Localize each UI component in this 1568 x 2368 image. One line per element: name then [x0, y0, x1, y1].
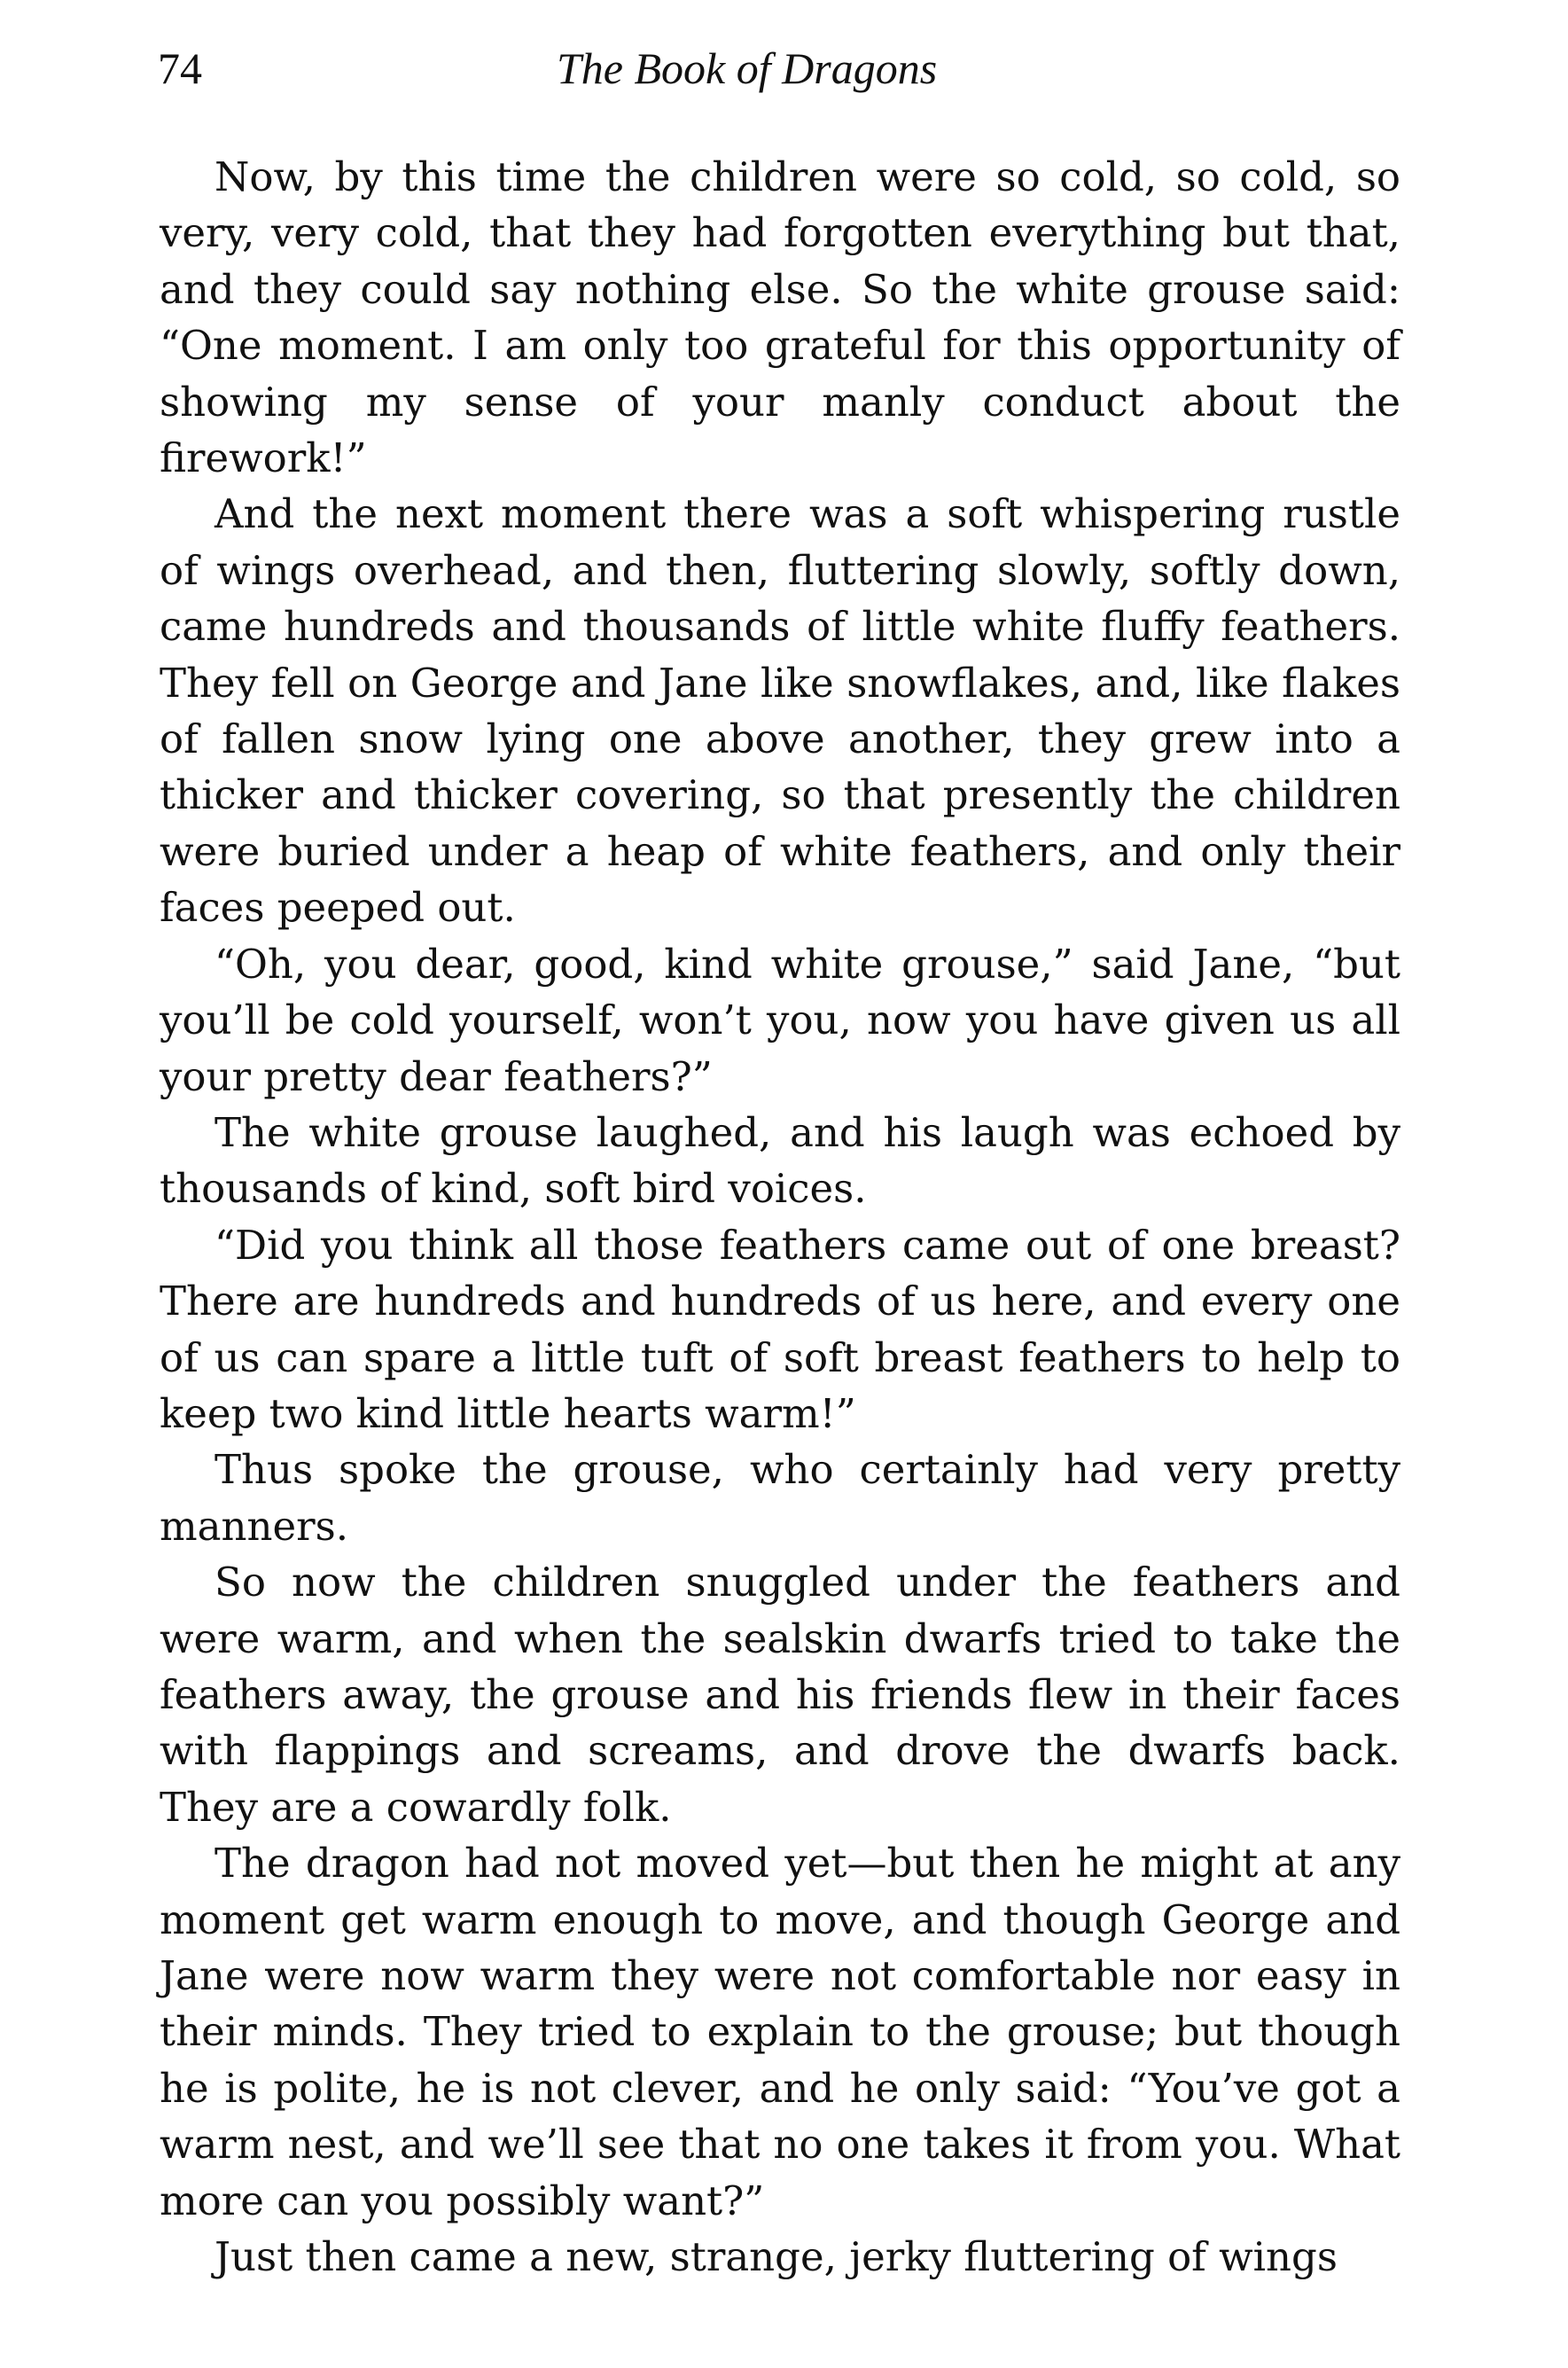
running-title: The Book of Dragons: [557, 43, 938, 93]
paragraph-6: Thus spoke the grouse, who certainly had very pretty manners.: [160, 1446, 1400, 1550]
paragraph-9: Just then came a new, strange, jerky fluttering of wings: [215, 2233, 1338, 2281]
paragraph-1: Now, by this time the children were so cold, so cold, so very, very cold, that they had forgotten everything but that, and they could say nothing else. So the white grouse said: “One moment. I am only too grateful for this opportunity of showing my sense of your manly conduct about the firework!”: [160, 153, 1400, 482]
page-number: 74: [158, 43, 202, 93]
paragraph-8: The dragon had not moved yet—but then he might at any moment get warm enough to move, and though George and Jane were now warm they were not comfortable nor easy in their minds. They tried to explain to the grouse; but though he is polite, he is not clever, and he only said: “You’ve got a warm nest, and we’ll see that no one takes it from you. What more can you possibly want?”: [160, 1840, 1400, 2224]
paragraph-2: And the next moment there was a soft whispering rustle of wings overhead, and then, fluttering slowly, softly down, came hundreds and thousands of little white fluffy feathers. They fell on George and Jane like snowflakes, and, like flakes of fallen snow lying one above another, they grew into a thicker and thicker covering, so that presently the children were buried under a heap of white feathers, and only their faces peeped out.: [160, 490, 1400, 932]
paragraph-3: “Oh, you dear, good, kind white grouse,” said Jane, “but you’ll be cold yourself, won’t you, now you have given us all your pretty dear feathers?”: [160, 940, 1400, 1100]
paragraph-7: So now the children snuggled under the feathers and were warm, and when the sealskin dwarfs tried to take the feathers away, the grouse and his friends flew in their faces with flappings and screams, and drove the dwarfs back. They are a cowardly folk.: [160, 1559, 1400, 1831]
paragraph-4: The white grouse laughed, and his laugh was echoed by thousands of kind, soft bird voices.: [160, 1108, 1400, 1213]
paragraph-5: “Did you think all those feathers came out of one breast? There are hundreds and hundreds of us here, and every one of us can spare a little tuft of soft breast feathers to help to keep two kind little hearts warm!”: [160, 1221, 1400, 1437]
page-header: [158, 43, 1399, 113]
body-text: [160, 149, 1400, 2285]
